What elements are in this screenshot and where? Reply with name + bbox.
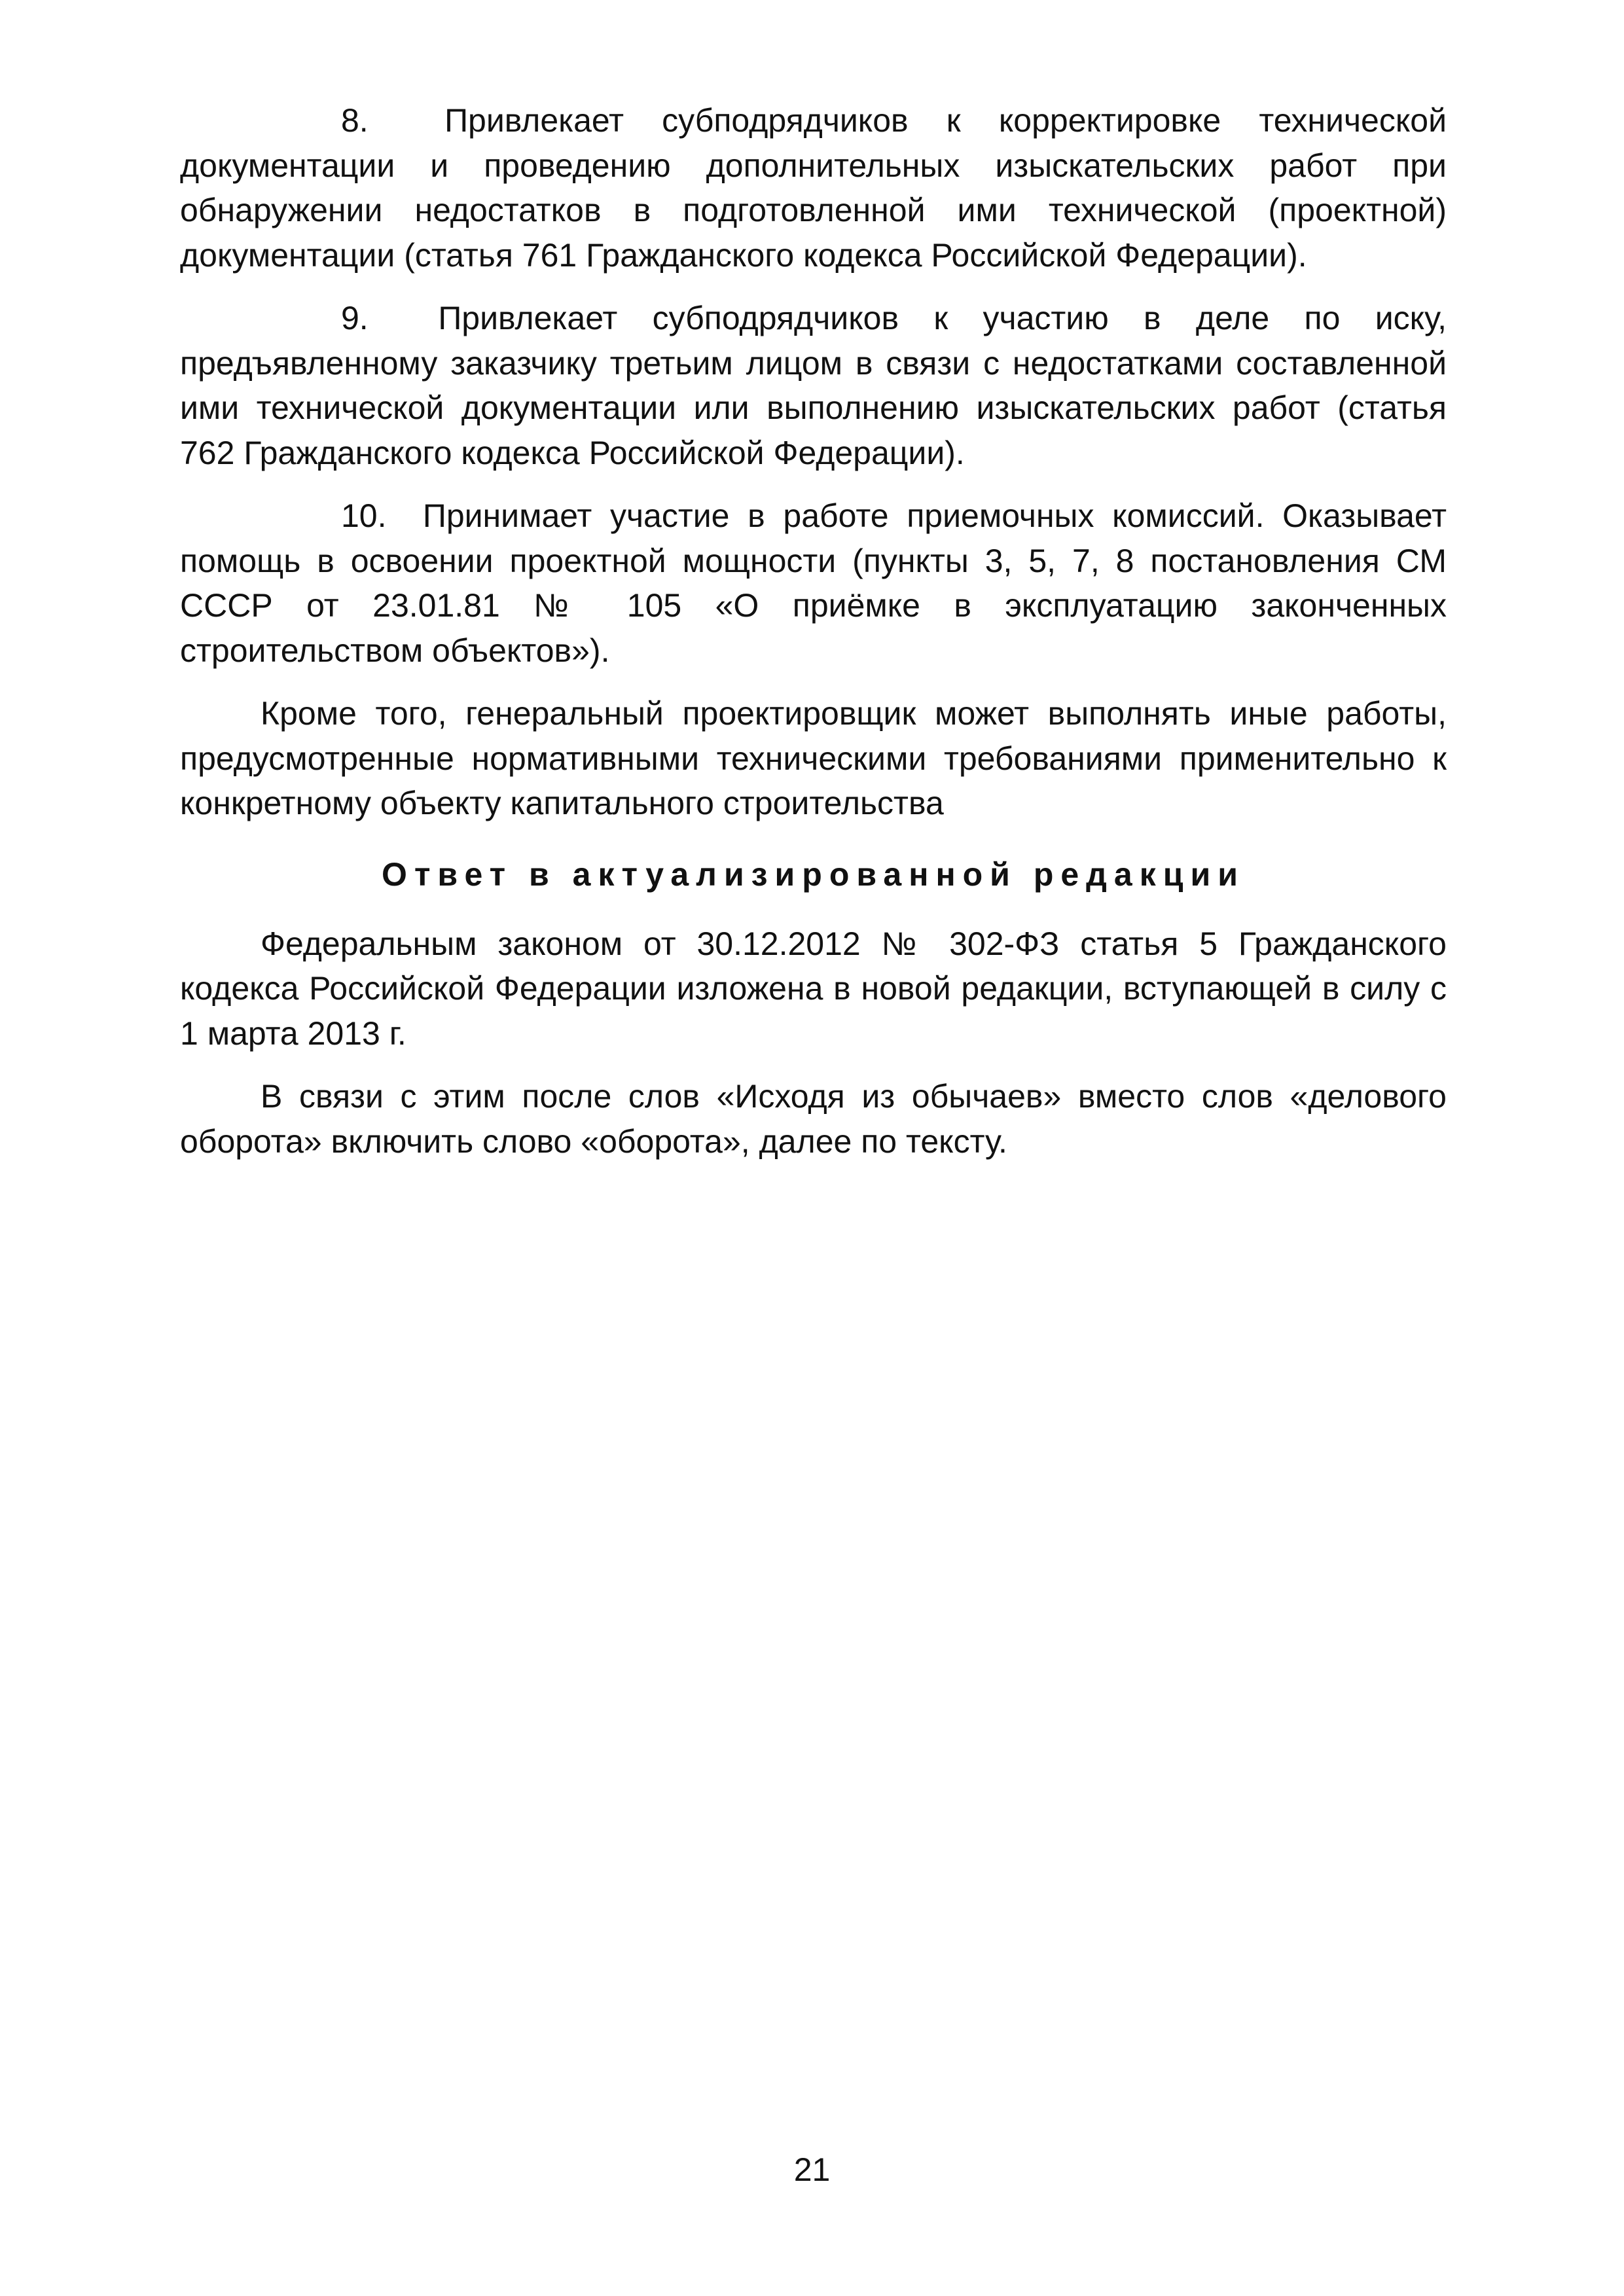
- paragraph-text: В связи с этим после слов «Исходя из обычаев» вместо слов «делового оборота» включить слово «оборота», далее по тексту.: [180, 1078, 1447, 1160]
- paragraph-item-10: [180, 493, 1447, 673]
- paragraph-text: Кроме того, генеральный проектировщик может выполнять иные работы, предусмотренные нормативными техническими требованиями применительно к конкретному объекту капитального строительства: [180, 695, 1447, 821]
- item-number: 9.: [341, 300, 369, 336]
- paragraph-text: Привлекает субподрядчиков к корректировке технической документации и проведению дополнительных изыскательских работ при обнаружении недостатков в подготовленной ими технической (проектной) документации (статья 761 Гражданского кодекса Российской Федерации).: [180, 102, 1447, 274]
- page-number: 21: [793, 2151, 831, 2188]
- page-content: [180, 98, 1447, 1182]
- item-number: 10.: [341, 497, 387, 534]
- item-number: 8.: [341, 102, 369, 139]
- answer-paragraph-replacement: [180, 1074, 1447, 1164]
- paragraph-text: Привлекает субподрядчиков к участию в деле по иску, предъявленному заказчику третьим лицом в связи с недостатками составленной ими технической документации или выполнению изыскательских работ (статья 762 Гражданского кодекса Российской Федерации).: [180, 300, 1447, 471]
- paragraph-additional-works: [180, 691, 1447, 826]
- section-heading: Ответ в актуализированной редакции: [382, 855, 1245, 893]
- paragraph-text: Федеральным законом от 30.12.2012 № 302-ФЗ статья 5 Гражданского кодекса Российской Федерации изложена в новой редакции, вступающей в силу с 1 марта 2013 г.: [180, 925, 1447, 1052]
- paragraph-text: Принимает участие в работе приемочных комиссий. Оказывает помощь в освоении проектной мощности (пункты 3, 5, 7, 8 постановления СМ СССР от 23.01.81 № 105 «О приёмке в эксплуатацию законченных строительством объектов»).: [180, 497, 1447, 669]
- answer-paragraph-law: [180, 922, 1447, 1056]
- paragraph-item-9: [180, 296, 1447, 475]
- paragraph-item-8: [180, 98, 1447, 278]
